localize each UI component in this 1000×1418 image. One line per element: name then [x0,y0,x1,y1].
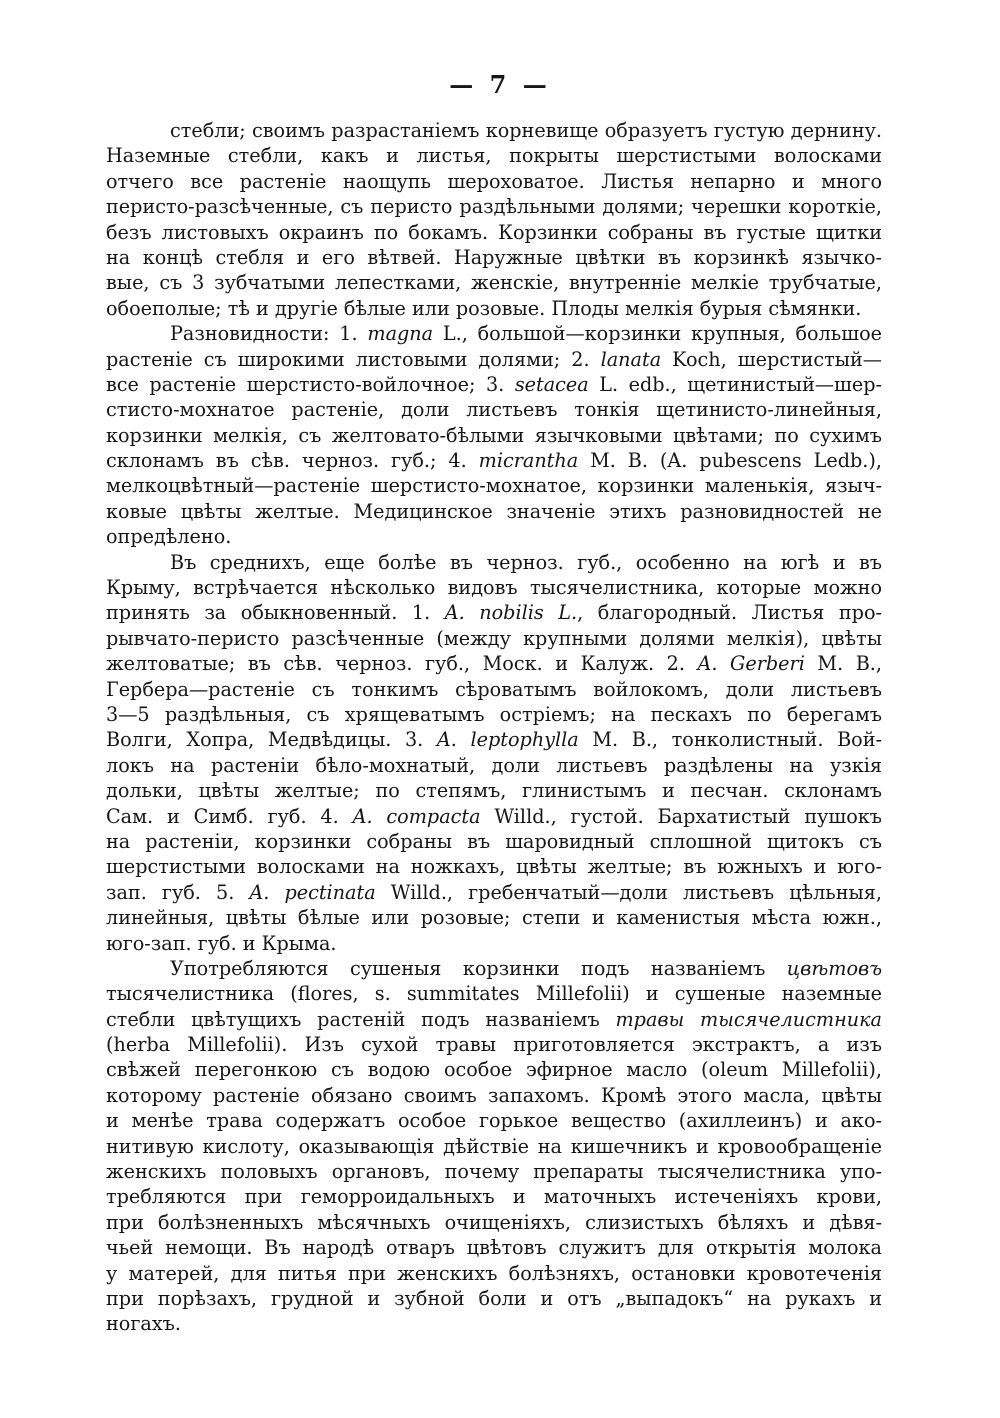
text-line: желтоватые; въ сѣв. черноз. губ., Моск. и Калуж. 2. A. Gerberi M. B., [106,652,882,676]
text-line: принять за обыкновенный. 1. A. nobilis L., благородный. Листья про- [106,601,882,625]
text-line: Разновидности: 1. magna L., большой—корзинки крупныя, большое [170,322,882,346]
text-line: корзинки мелкія, съ желтовато-бѣлыми язычковыми цвѣтами; по сухимъ [106,423,882,447]
text-line: Употребляются сушеныя корзинки подъ названіемъ цвѣтовъ [170,956,882,980]
text-line: Сам. и Симб. губ. 4. A. compacta Willd., густой. Бархатистый пушокъ [106,804,882,828]
text-line: Гербера—растеніе съ тонкимъ сѣроватымъ войлокомъ, доли листьевъ [106,677,882,701]
text-line: Наземные стебли, какъ и листья, покрыты шерстистыми волосками [106,144,882,168]
text-line: свѣжей перегонкою съ водою особое эфирное масло (oleum Millefolii), [106,1058,882,1082]
text-line: при порѣзахъ, грудной и зубной боли и отъ „выпадокъ“ на рукахъ и [106,1286,882,1310]
text-line: при болѣзненныхъ мѣсячныхъ очищеніяхъ, слизистыхъ бѣляхъ и дѣвя- [106,1210,882,1234]
text-line: стебли; своимъ разрастаніемъ корневище образуетъ густую дернину. [170,119,882,142]
text-line: вые, съ 3 зубчатыми лепестками, женскіе, внутренніе мелкіе трубчатые, [106,271,882,295]
text-line: чьей немощи. Въ народѣ отваръ цвѣтовъ служитъ для открытія молока [106,1236,882,1260]
text-line: Въ среднихъ, еще болѣе въ черноз. губ., особенно на югѣ и въ [170,550,882,574]
text-line: юго-зап. губ. и Крыма. [106,931,337,955]
text-line: локъ на растеніи бѣло-мохнатый, доли листьевъ раздѣлены на узкія [106,753,882,777]
text-line: рывчато-перисто разсѣченные (между крупными долями мелкія), цвѣты [106,626,882,650]
text-line: ногахъ. [106,1312,181,1336]
text-line: безъ листовыхъ окраинъ по бокамъ. Корзинки собраны въ густые щитки [106,220,882,244]
text-line: отчего все растеніе наощупь шероховатое. Листья непарно и много [106,169,882,193]
text-line: зап. губ. 5. A. pectinata Willd., гребенчатый—доли листьевъ цѣльныя, [106,880,882,904]
text-line: ковые цвѣты желтые. Медицинское значеніе этихъ разновидностей не [106,499,882,523]
text-line: у матерей, для питья при женскихъ болѣзняхъ, остановки кровотеченія [106,1261,882,1285]
text-line: и менѣе трава содержатъ особое горькое вещество (ахиллеинъ) и ако- [106,1109,882,1133]
text-line: Волги, Хопра, Медвѣдицы. 3. A. leptophylla M. B., тонколистный. Вой- [106,728,882,752]
page-number: — 7 — [449,70,551,99]
text-line: которому растеніе обязано своимъ запахомъ. Кромѣ этого масла, цвѣты [106,1083,882,1107]
text-line: на растеніи, корзинки собраны въ шаровидный сплошной щитокъ съ [106,829,882,853]
body-text [106,118,882,1337]
text-line: стисто-мохнатое растеніе, доли листьевъ тонкія щетинисто-линейныя, [106,398,882,422]
text-line: требляются при геморроидальныхъ и маточныхъ истеченіяхъ крови, [106,1185,882,1209]
text-line: женскихъ половыхъ органовъ, почему препараты тысячелистника упо- [106,1160,882,1184]
text-line: мелкоцвѣтный—растеніе шерстисто-мохнатое, корзинки маленькія, языч- [106,474,882,498]
text-line: (herba Millefolii). Изъ сухой травы приготовляется экстрактъ, а изъ [106,1033,882,1057]
text-line: перисто-разсѣченные, съ перисто раздѣльными долями; черешки короткіе, [106,195,882,219]
text-line: обоеполые; тѣ и другіе бѣлые или розовые. Плоды мелкія бурыя сѣмянки. [106,296,862,320]
text-line: все растеніе шерстисто-войлочное; 3. setacea L. edb., щетинистый—шер- [106,372,882,396]
text-line: на концѣ стебля и его вѣтвей. Наружные цвѣтки въ корзинкѣ язычко- [106,245,882,269]
text-line: Крыму, встрѣчается нѣсколько видовъ тысячелистника, которые можно [106,576,882,600]
text-line: линейныя, цвѣты бѣлые или розовые; степи и каменистыя мѣста южн., [106,906,882,930]
text-line: растеніе съ широкими листовыми долями; 2. lanata Koch, шерстистый— [106,347,882,371]
text-line: опредѣлено. [106,525,232,549]
text-line: нитивую кислоту, оказывающія дѣйствіе на кишечникъ и кровообращеніе [106,1134,882,1158]
text-line: тысячелистника (flores, s. summitates Millefolii) и сушеные наземные [106,982,882,1006]
text-line: 3—5 раздѣльныя, съ хрящеватымъ остріемъ; на пескахъ по берегамъ [106,702,882,726]
text-line: стебли цвѣтущихъ растеній подъ названіемъ травы тысячелистника [106,1007,882,1031]
text-line: дольки, цвѣты желтые; по степямъ, глинистымъ и песчан. склонамъ [106,779,882,803]
text-line: шерстистыми волосками на ножкахъ, цвѣты желтые; въ южныхъ и юго- [106,855,882,879]
text-line: склонамъ въ сѣв. черноз. губ.; 4. micrantha M. B. (A. pubescens Ledb.), [106,449,882,473]
